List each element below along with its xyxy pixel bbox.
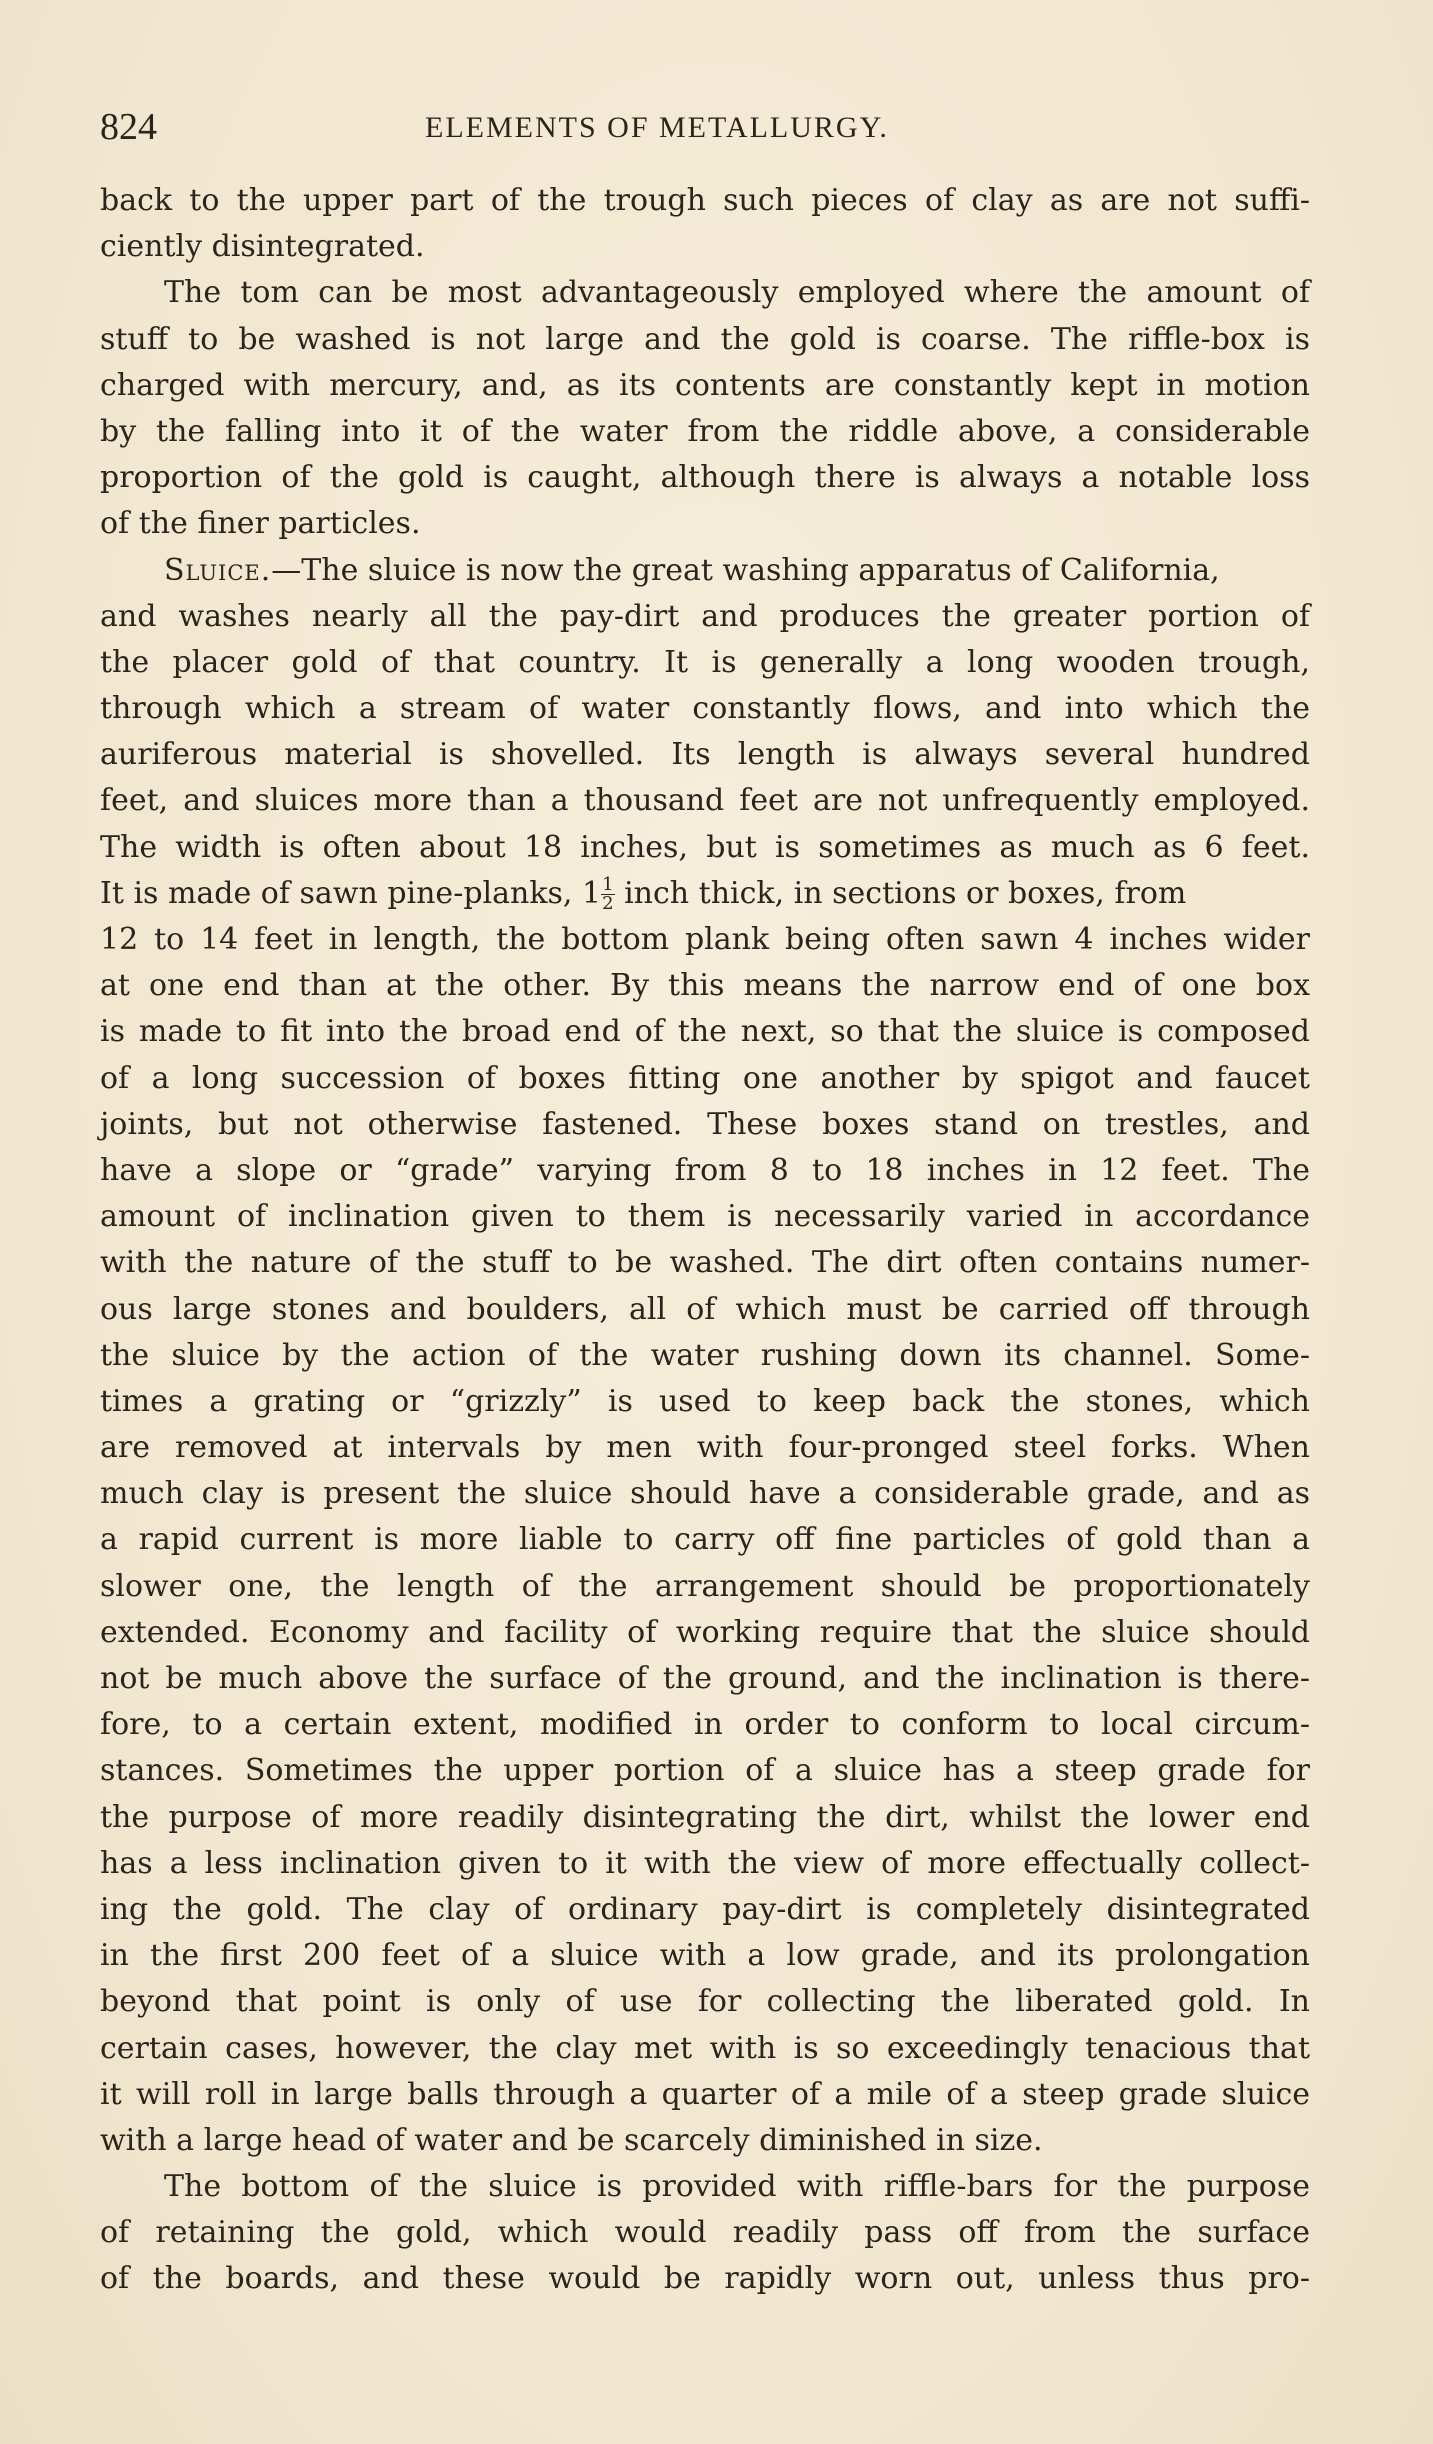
text-line-start: It is made of sawn pine-planks, 1 [100,875,602,911]
text-line: The tom can be most advantageously employed where the amount of [164,275,1310,311]
text-line: feet, and sluices more than a thousand feet are not unfrequently employed. [100,783,1310,819]
text-line [100,548,1310,594]
text-line: the purpose of more readily disintegrating the dirt, whilst the lower end [100,1799,1310,1835]
text-line: a rapid current is more liable to carry off fine particles of gold than a [100,1522,1310,1558]
text-line: through which a stream of water constantly flows, and into which the [100,691,1310,727]
text-line: of the boards, and these would be rapidly worn out, unless thus pro- [100,2261,1310,2297]
fraction-numerator: 1 [602,874,614,896]
text-line: proportion of the gold is caught, although there is always a notable loss [100,460,1310,496]
text-line: of the finer particles. [100,506,421,542]
text-line: slower one, the length of the arrangement should be proportionately [100,1568,1310,1604]
text-line: certain cases, however, the clay met with is so exceedingly tenacious that [100,2030,1310,2066]
text-line: auriferous material is shovelled. Its length is always several hundred [100,737,1310,773]
text-line-rest: —The sluice is now the great washing apparatus of California, [271,552,1220,588]
text-line [100,871,1310,917]
text-line: and washes nearly all the pay-dirt and produces the greater portion of [100,598,1310,634]
text-line: has a less inclination given to it with the view of more effectually collect- [100,1845,1310,1881]
text-line: by the falling into it of the water from the riddle above, a considerable [100,413,1310,449]
text-line: beyond that point is only of use for collecting the liberated gold. In [100,1984,1310,2020]
text-line: of a long succession of boxes fitting one another by spigot and faucet [100,1060,1310,1096]
text-line: ing the gold. The clay of ordinary pay-dirt is completely disintegrated [100,1891,1310,1927]
text-line: 12 to 14 feet in length, the bottom plank being often sawn 4 inches wider [100,922,1310,957]
text-line: is made to fit into the broad end of the next, so that the sluice is composed [100,1014,1310,1050]
text-line: have a slope or “grade” varying from 8 to 18 inches in 12 feet. The [100,1152,1310,1188]
page-number: 824 [100,106,157,148]
text-line: amount of inclination given to them is necessarily varied in accordance [100,1199,1310,1235]
text-line: The bottom of the sluice is provided with riffle-bars for the purpose [164,2169,1310,2205]
text-line: joints, but not otherwise fastened. These boxes stand on trestles, and [100,1106,1310,1142]
text-line: with a large head of water and be scarcely diminished in size. [100,2122,1043,2158]
text-line: ous large stones and boulders, all of which must be carried off through [100,1291,1310,1327]
text-line: in the first 200 feet of a sluice with a low grade, and its prolongation [100,1938,1310,1974]
text-line: stances. Sometimes the upper portion of a sluice has a steep grade for [100,1753,1310,1789]
text-line: ciently disintegrated. [100,229,425,265]
text-line: the placer gold of that country. It is generally a long wooden trough, [100,644,1310,680]
text-line: are removed at intervals by men with four-pronged steel forks. When [100,1430,1310,1466]
page-header [100,104,1340,150]
running-title: ELEMENTS OF METALLURGY. [425,111,889,144]
fraction-denominator: 2 [602,893,614,915]
body-text [100,178,1310,2303]
text-line: not be much above the surface of the ground, and the inclination is there- [100,1661,1310,1696]
text-line: stuff to be washed is not large and the gold is coarse. The riffle-box is [100,321,1310,357]
text-line: back to the upper part of the trough such pieces of clay as are not suffi- [100,183,1310,218]
text-line: charged with mercury, and, as its contents are constantly kept in motion [100,367,1310,403]
text-line: times a grating or “grizzly” is used to keep back the stones, which [100,1383,1310,1419]
text-line: the sluice by the action of the water rushing down its channel. Some- [100,1337,1310,1373]
text-line: fore, to a certain extent, modified in order to conform to local circum- [100,1707,1310,1743]
text-line: extended. Economy and facility of working require that the sluice should [100,1614,1310,1650]
text-line: of retaining the gold, which would readily pass off from the surface [100,2215,1310,2251]
text-line: The width is often about 18 inches, but is sometimes as much as 6 feet. [100,829,1310,865]
text-line: with the nature of the stuff to be washed. The dirt often contains numer- [100,1245,1310,1281]
text-line: at one end than at the other. By this means the narrow end of one box [100,968,1310,1004]
section-heading-sluice: Sluice. [164,552,272,588]
text-line: it will roll in large balls through a quarter of a mile of a steep grade sluice [100,2076,1310,2112]
text-line-rest: inch thick, in sections or boxes, from [614,875,1187,911]
fraction-one-half [601,876,614,913]
text-line: much clay is present the sluice should have a considerable grade, and as [100,1476,1310,1512]
